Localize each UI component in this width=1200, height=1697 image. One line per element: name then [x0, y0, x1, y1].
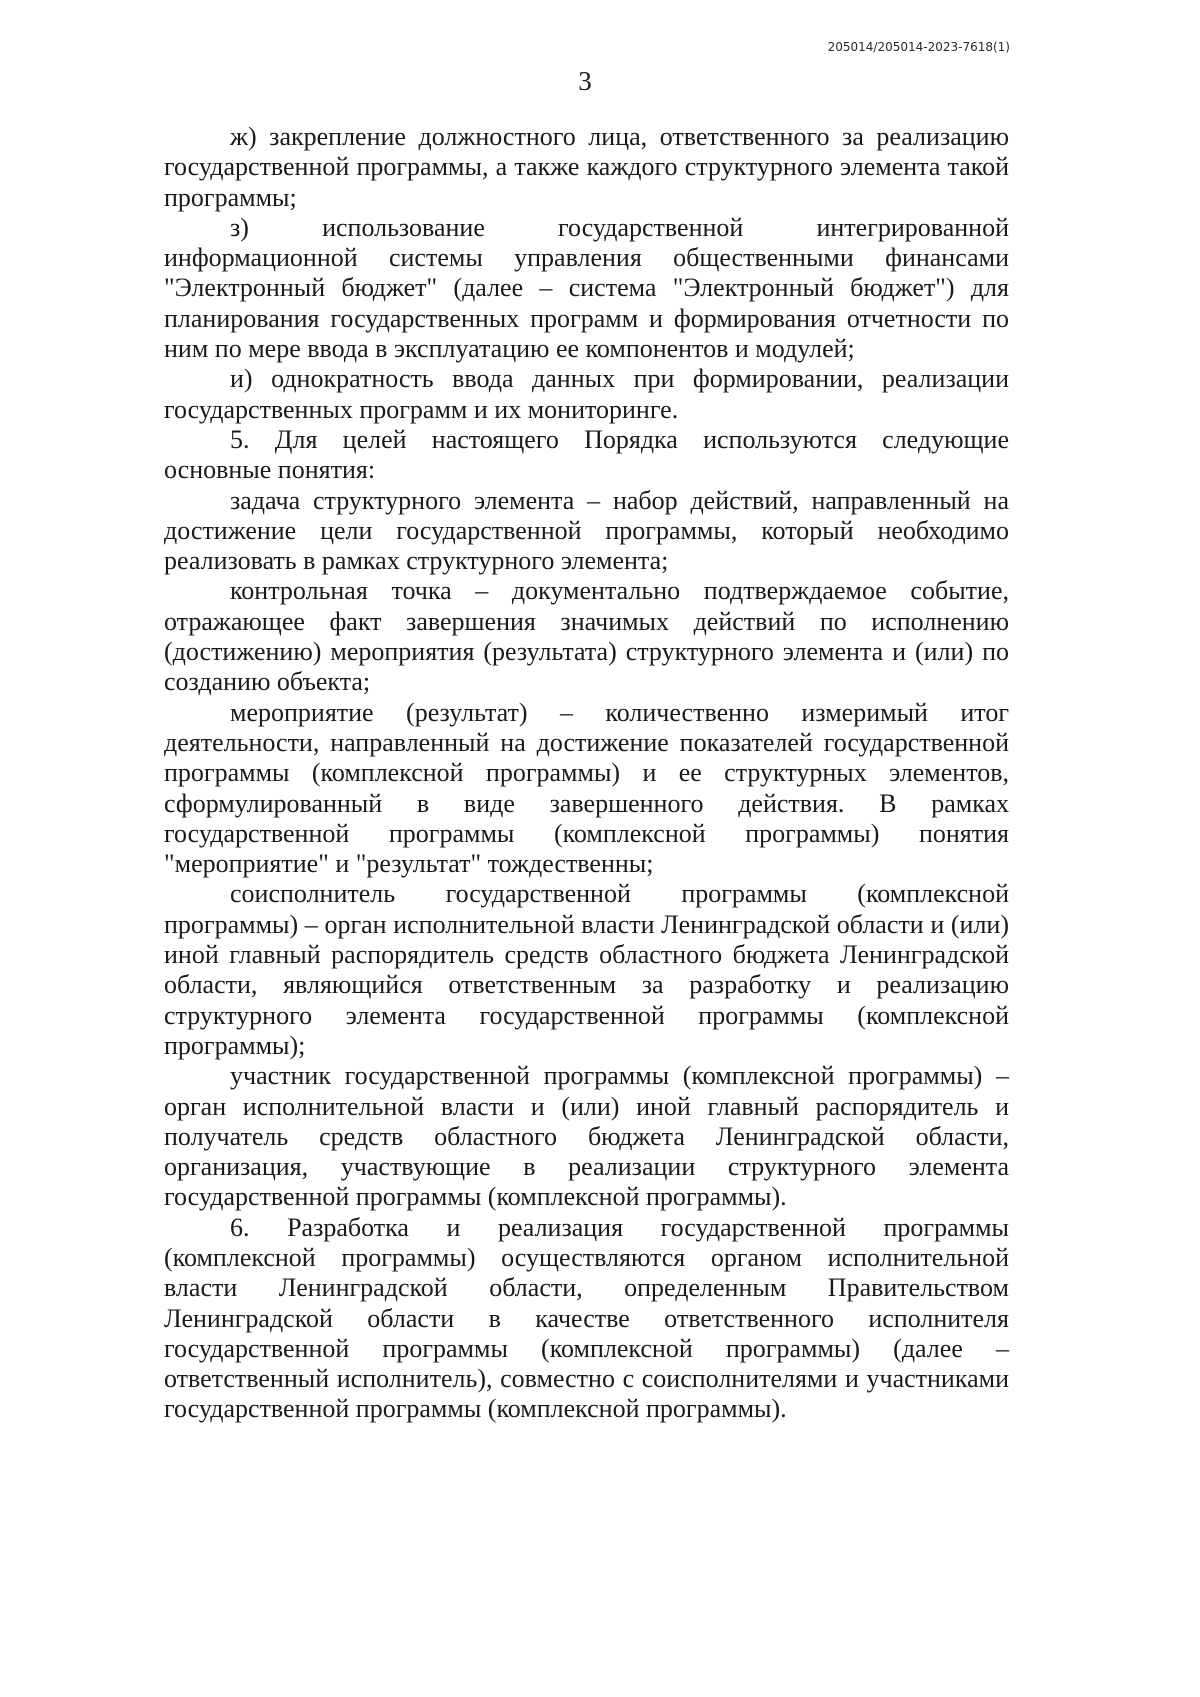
- document-body: [164, 122, 1009, 1425]
- paragraph-clause-6: 6. Разработка и реализация государственной программы (комплексной программы) осуществляются органом исполнительной власти Ленинградской области, определенным Правительством Ленинградской области в качестве ответственного исполнителя государственной программы (комплексной программы) (далее – ответственный исполнитель), совместно с соисполнителями и участниками государственной программы (комплексной программы).: [164, 1212, 1009, 1424]
- paragraph-clause-5: 5. Для целей настоящего Порядка используются следующие основные понятия:: [164, 424, 1009, 485]
- paragraph-item-zh: ж) закрепление должностного лица, ответственного за реализацию государственной программы, а также каждого структурного элемента такой программы;: [164, 122, 1009, 212]
- page-number: 3: [578, 66, 592, 96]
- definition-participant: участник государственной программы (комплексной программы) – орган исполнительной власти и (или) иной главный распорядитель и получатель средств областного бюджета Ленинградской области, организация, участвующие в реализации структурного элемента государственной программы (комплексной программы).: [164, 1061, 1009, 1212]
- definition-task: задача структурного элемента – набор действий, направленный на достижение цели государственной программы, который необходимо реализовать в рамках структурного элемента;: [164, 485, 1009, 576]
- definition-co-executor: соисполнитель государственной программы (комплексной программы) – орган исполнительной власти Ленинградской области и (или) иной главный распорядитель средств областного бюджета Ленинградской области, являющийся ответственным за разработку и реализацию структурного элемента государственной программы (комплексной программы);: [164, 879, 1009, 1060]
- paragraph-item-i: и) однократность ввода данных при формировании, реализации государственных программ и их мониторинге.: [164, 364, 1009, 424]
- definition-checkpoint: контрольная точка – документально подтверждаемое событие, отражающее факт завершения значимых действий по исполнению (достижению) мероприятия (результата) структурного элемента и (или) по созданию объекта;: [164, 576, 1009, 697]
- paragraph-item-z: з) использование государственной интегрированной информационной системы управления общественными финансами "Электронный бюджет" (далее – система "Электронный бюджет") для планирования государственных программ и формирования отчетности по ним по мере ввода в эксплуатацию ее компонентов и модулей;: [164, 212, 1009, 364]
- definition-measure: мероприятие (результат) – количественно измеримый итог деятельности, направленный на достижение показателей государственной программы (комплексной программы) и ее структурных элементов, сформулированный в виде завершенного действия. В рамках государственной программы (комплексной программы) понятия "мероприятие" и "результат" тождественны;: [164, 697, 1009, 879]
- document-id: 205014/205014-2023-7618(1): [827, 40, 1010, 54]
